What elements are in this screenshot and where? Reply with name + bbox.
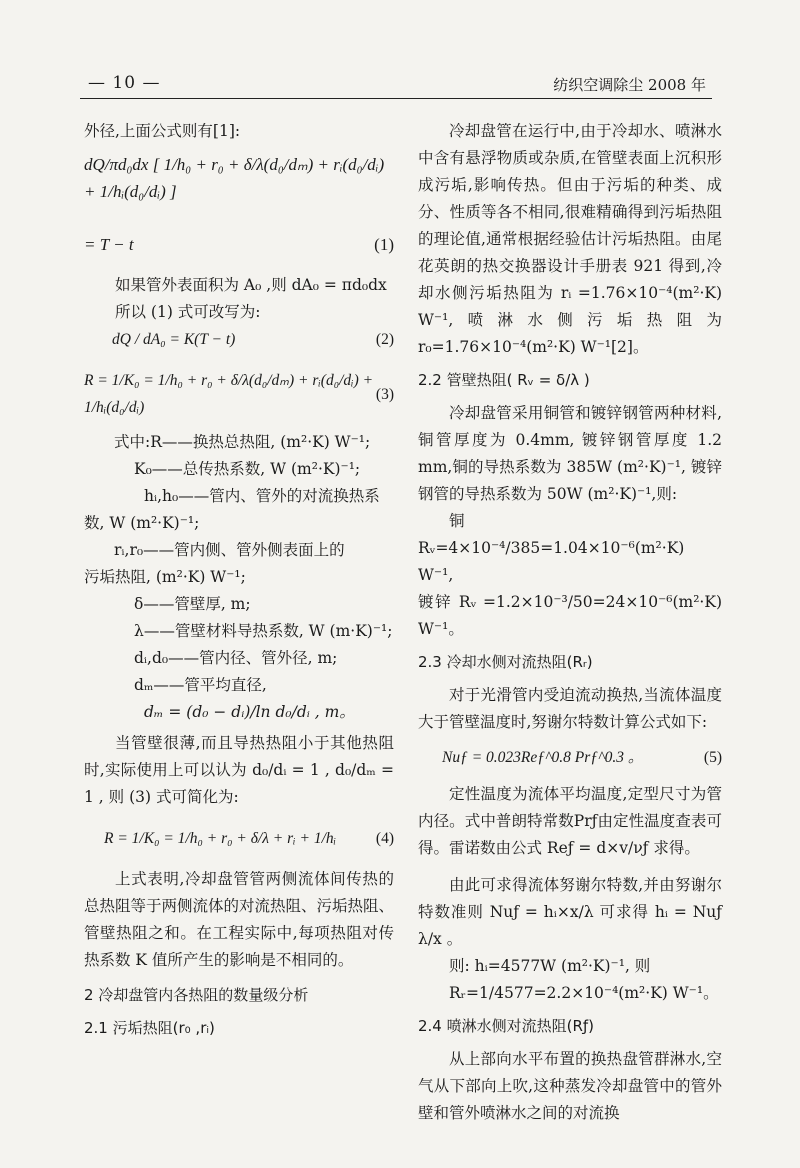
var-r0: rᵢ,r₀——管内侧、管外侧表面上的 bbox=[114, 541, 345, 559]
section-2-3-heading: 2.3 冷却水侧对流热阻(Rᵣ) bbox=[418, 653, 593, 671]
intro-line: 外径,上面公式则有[1]: bbox=[84, 122, 241, 140]
var-dm: dₘ——管平均直径, bbox=[134, 676, 267, 694]
area-line: 如果管外表面积为 A₀ ,则 dA₀ = πd₀dx bbox=[115, 276, 387, 294]
equation-1-number: (1) bbox=[374, 235, 394, 254]
reynolds-paragraph: 定性温度为流体平均温度,定型尺寸为管内径。式中普朗特常数Prƒ由定性温度查表可得。雷诺数由公式 Reƒ = d×v/νƒ 求得。 bbox=[418, 785, 722, 857]
equation-1: dQ/πd₀dx [ 1/h₀ + r₀ + δ/λ(d₀/dₘ) + rᵢ(d₀/dᵢ) + 1/hᵢ(d₀/dᵢ) ] bbox=[84, 155, 385, 201]
var-dm-formula: dₘ = (d₀ − dᵢ)/ln d₀/dᵢ , m。 bbox=[144, 703, 355, 721]
nusselt-criterion: 由此可求得流体努谢尔特数,并由努谢尔特数准则 Nuƒ = hᵢ×x/λ 可求得 hᵢ = Nuƒ λ/x 。 bbox=[418, 876, 722, 948]
copper-resistance: 铜 Rᵥ=4×10⁻⁴/385=1.04×10⁻⁶(m²·K) W⁻¹, bbox=[418, 512, 685, 584]
equation-2: dQ / dA₀ = K(T − t) (2) bbox=[84, 326, 394, 353]
thin-wall-paragraph: 当管壁很薄,而且导热热阻小于其他热阻时,实际使用上可以认为 d₀/dᵢ = 1 , d₀/dₘ = 1 , 则 (3) 式可简化为: bbox=[84, 734, 394, 806]
equation-4-number: (4) bbox=[375, 830, 394, 847]
rr-value: Rᵣ=1/4577=2.2×10⁻⁴(m²·K) W⁻¹。 bbox=[449, 984, 719, 1002]
conclusion-paragraph: 上式表明,冷却盘管管两侧流体间传热的总热阻等于两侧流体的对流热阻、污垢热阻、管壁热阻之和。在工程实际中,每项热阻对传热系数 K 值所产生的影响是不相同的。 bbox=[84, 870, 395, 969]
var-r: 式中:R——换热总热阻, (m²·K) W⁻¹; bbox=[114, 433, 371, 451]
page-number: — 10 — bbox=[88, 73, 161, 93]
wall-paragraph: 冷却盘管采用铜管和镀锌钢管两种材料,铜管厚度为 0.4mm, 镀锌钢管厚度 1.2 mm,铜的导热系数为 385W (m²·K)⁻¹, 镀锌钢管的导热系数为 50W (m²·K)⁻¹,则: bbox=[418, 404, 722, 503]
rewrite-line: 所以 (1) 式可改写为: bbox=[115, 303, 261, 321]
equation-1-rhs: = T − t (1) bbox=[84, 231, 394, 258]
left-column bbox=[84, 118, 394, 1048]
equation-4: R = 1/K₀ = 1/h₀ + r₀ + δ/λ + rᵢ + 1/hᵢ (4) bbox=[84, 825, 394, 852]
equation-5-number: (5) bbox=[703, 749, 722, 766]
var-r0-cont: 污垢热阻, (m²·K) W⁻¹; bbox=[84, 568, 246, 586]
right-column bbox=[418, 118, 722, 1127]
galvanized-resistance: 镀锌 Rᵥ =1.2×10⁻³/50=24×10⁻⁶(m²·K) W⁻¹。 bbox=[418, 593, 722, 638]
fouling-paragraph: 冷却盘管在运行中,由于冷却水、喷淋水中含有悬浮物质或杂质,在管壁表面上沉积形成污垢,影响传热。但由于污垢的种类、成分、性质等各不相同,很难精确得到污垢热阻的理论值,通常根据经验估计污垢热阻。由尾花英朗的热交换器设计手册表 921 得到,冷却水侧污垢热阻为 rᵢ =1.76×10⁻⁴(m²·K) W⁻¹,喷淋水侧污垢热阻为 r₀=1.76×10⁻⁴(m²·K) W⁻¹[2]。 bbox=[418, 122, 722, 356]
equation-3: R = 1/K₀ = 1/h₀ + r₀ + δ/λ(d₀/dₘ) + rᵢ(d₀/dᵢ) + 1/hᵢ(d₀/dᵢ) (3) bbox=[84, 372, 394, 416]
section-2-4-heading: 2.4 喷淋水侧对流热阻(Rƒ) bbox=[418, 1017, 595, 1035]
var-h: hᵢ,h₀——管内、管外的对流换热系 bbox=[144, 487, 380, 505]
section-2-2-heading: 2.2 管壁热阻( Rᵥ = δ/λ ) bbox=[418, 371, 590, 389]
equation-3-number: (3) bbox=[375, 385, 394, 403]
var-lambda: λ——管壁材料导热系数, W (m·K)⁻¹; bbox=[134, 622, 393, 640]
header-rule bbox=[80, 98, 712, 99]
section-2-heading: 2 冷却盘管内各热阻的数量级分析 bbox=[84, 986, 309, 1004]
var-delta: δ——管壁厚, m; bbox=[134, 595, 251, 613]
journal-header: 纺织空调除尘 2008 年 bbox=[553, 76, 706, 94]
nusselt-intro: 对于光滑管内受迫流动换热,当流体温度大于管壁温度时,努谢尔特数计算公式如下: bbox=[418, 686, 722, 731]
section-2-1-heading: 2.1 污垢热阻(r₀ ,rᵢ) bbox=[84, 1019, 215, 1037]
var-k0: K₀——总传热系数, W (m²·K)⁻¹; bbox=[134, 460, 361, 478]
spray-paragraph: 从上部向水平布置的换热盘管群淋水,空气从下部向上吹,这种蒸发冷却盘管中的管外壁和管外喷淋水之间的对流换 bbox=[418, 1050, 722, 1122]
equation-2-number: (2) bbox=[375, 331, 394, 348]
equation-5: Nuƒ = 0.023Reƒ^0.8 Prƒ^0.3 。 (5) bbox=[418, 744, 722, 771]
hi-value: 则: hᵢ=4577W (m²·K)⁻¹, 则 bbox=[449, 957, 651, 975]
var-d: dᵢ,d₀——管内径、管外径, m; bbox=[134, 649, 338, 667]
var-h-cont: 数, W (m²·K)⁻¹; bbox=[84, 514, 200, 532]
